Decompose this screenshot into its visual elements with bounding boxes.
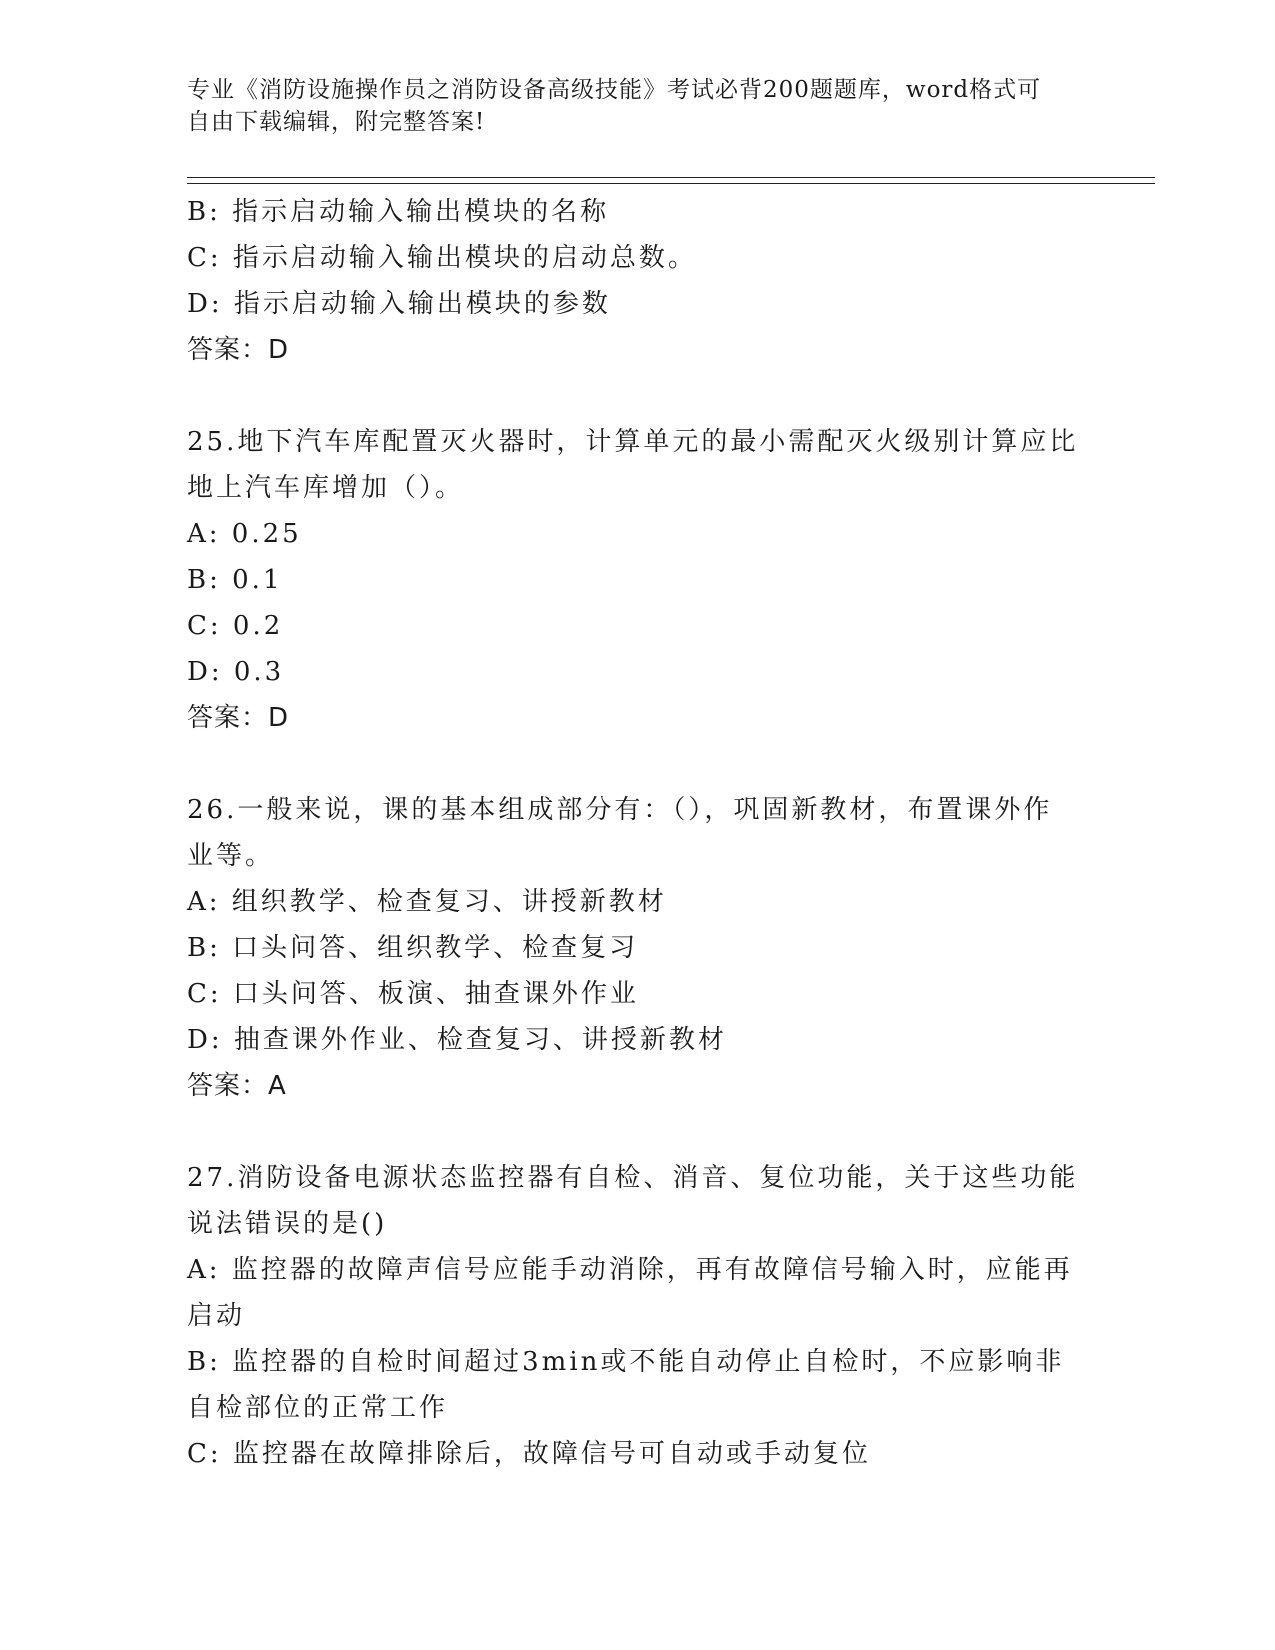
option-c: C: 口头问答、板演、抽查课外作业: [187, 979, 639, 1009]
question-26: [187, 787, 1087, 1109]
question-27: [187, 1155, 1087, 1477]
spacer: [187, 373, 1087, 419]
document-header: [187, 74, 1087, 138]
spacer: [187, 1109, 1087, 1155]
option-d: D: 0.3: [187, 657, 285, 687]
answer-line: 答案：D: [187, 335, 290, 365]
option-b: B: 0.1: [187, 565, 283, 595]
header-line-2: 自由下载编辑，附完整答案!: [187, 109, 486, 135]
option-b-cont: 自检部位的正常工作: [187, 1393, 449, 1423]
question-stem-cont: 地上汽车库增加（）。: [187, 473, 465, 503]
option-c: C: 0.2: [187, 611, 284, 641]
option-d: D: 指示启动输入输出模块的参数: [187, 289, 611, 319]
option-a: A: 监控器的故障声信号应能手动消除，再有故障信号输入时，应能再: [187, 1255, 1073, 1285]
option-a: A: 0.25: [187, 519, 302, 549]
option-b: B: 指示启动输入输出模块的名称: [187, 197, 610, 227]
question-25: [187, 419, 1087, 741]
question-list: [187, 189, 1087, 1477]
option-c: C: 监控器在故障排除后，故障信号可自动或手动复位: [187, 1439, 871, 1469]
question-stem: 27.消防设备电源状态监控器有自检、消音、复位功能，关于这些功能: [187, 1163, 1079, 1193]
option-b: B: 监控器的自检时间超过3min或不能自动停止自检时，不应影响非: [187, 1347, 1065, 1377]
header-line-1: 专业《消防设施操作员之消防设备高级技能》考试必背200题题库，word格式可: [187, 77, 1042, 103]
header-rule-bottom: [187, 183, 1155, 184]
question-stem-cont: 业等。: [187, 841, 275, 871]
option-a: A: 组织教学、检查复习、讲授新教材: [187, 887, 667, 917]
question-stem-cont: 说法错误的是(): [187, 1209, 388, 1239]
question-stem: 26.一般来说，课的基本组成部分有：（），巩固新教材，布置课外作: [187, 795, 1053, 825]
option-d: D: 抽查课外作业、检查复习、讲授新教材: [187, 1025, 727, 1055]
spacer: [187, 741, 1087, 787]
answer-line: 答案：D: [187, 703, 290, 733]
option-a-cont: 启动: [187, 1301, 246, 1331]
answer-line: 答案：A: [187, 1071, 287, 1101]
option-c: C: 指示启动输入输出模块的启动总数。: [187, 243, 697, 273]
question-24-tail: [187, 189, 1087, 373]
header-rule-top: [187, 177, 1155, 178]
question-stem: 25.地下汽车库配置灭火器时，计算单元的最小需配灭火级别计算应比: [187, 427, 1079, 457]
option-b: B: 口头问答、组织教学、检查复习: [187, 933, 639, 963]
